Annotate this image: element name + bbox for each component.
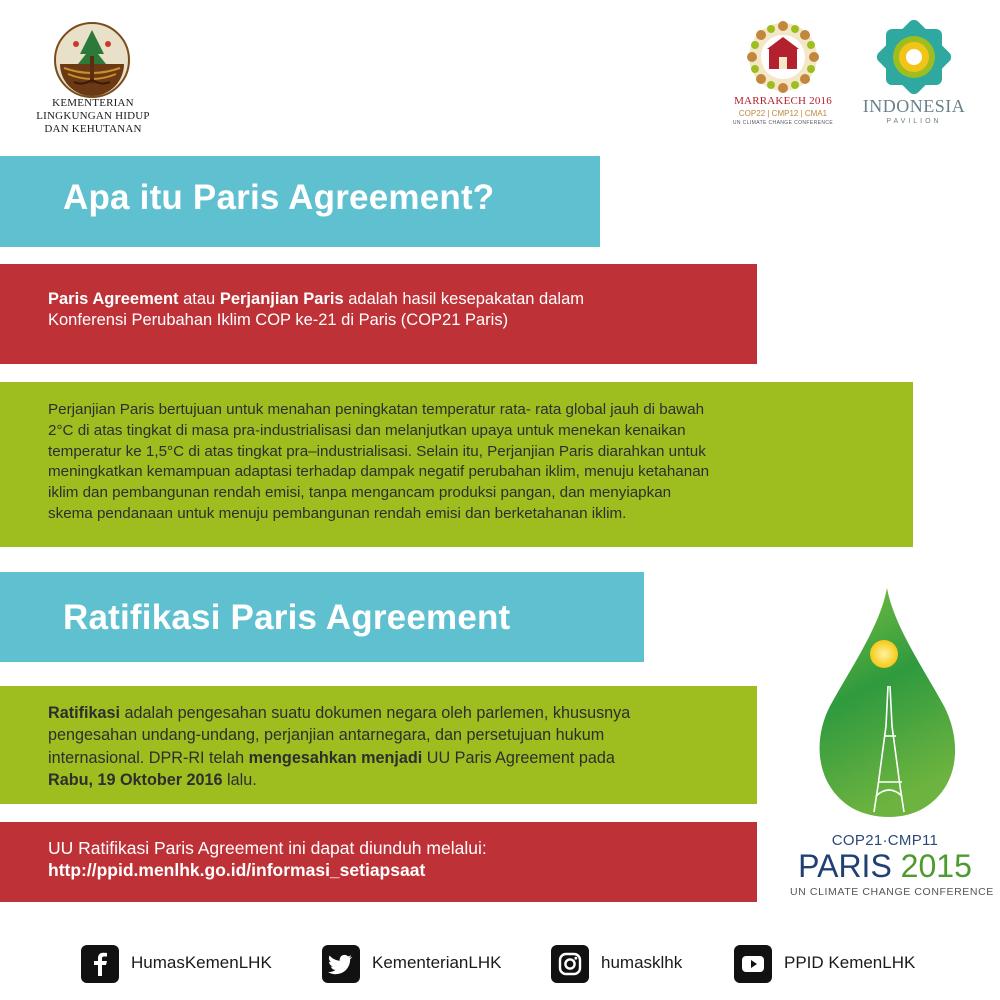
marrakech-subtitle: COP22 | CMP12 | CMA1	[738, 109, 828, 118]
instagram-icon[interactable]	[551, 945, 589, 983]
purpose-line: skema pendanaan untuk menuju pembangunan rendah emisi dan berketahanan iklim.	[48, 504, 627, 522]
intro-line-2: Konferensi Perubahan Iklim COP ke-21 di Paris (COP21 Paris)	[48, 310, 509, 329]
paris-cop-label: COP21·CMP11	[831, 832, 939, 849]
purpose-band	[0, 382, 913, 547]
twitter-icon[interactable]	[322, 945, 360, 983]
ministry-name-line: LINGKUNGAN HIDUP	[36, 110, 150, 122]
intro-text-2: adalah hasil kesepakatan dalam	[343, 290, 584, 308]
paris-city: PARIS	[798, 848, 892, 884]
section1-heading-band	[0, 156, 600, 247]
marrakech-title: MARRAKECH 2016	[734, 95, 832, 107]
section2-heading-band	[0, 572, 644, 662]
facebook-icon[interactable]	[81, 945, 119, 983]
ratifikasi-line-2: pengesahan undang-undang, perjanjian antarnegara, dan persetujuan hukum	[48, 726, 605, 745]
purpose-line: 2°C di atas tingkat di masa pra-industrialisasi dan melanjutkan upaya untuk menekan kenaikan	[48, 421, 686, 439]
ratifikasi-text	[48, 702, 630, 791]
ministry-name-line: KEMENTERIAN	[52, 97, 134, 109]
facebook-handle[interactable]: HumasKemenLHK	[131, 953, 272, 972]
indonesia-subtitle: PAVILION	[886, 118, 942, 125]
paris-year: 2015	[900, 848, 972, 884]
intro-band	[0, 264, 757, 364]
ratifikasi-band	[0, 686, 757, 804]
paris-wordmark	[790, 848, 980, 885]
youtube-icon[interactable]	[734, 945, 772, 983]
purpose-text	[48, 400, 709, 525]
indonesia-pavilion-icon	[876, 20, 952, 94]
ratifikasi-date: Rabu, 19 Oktober 2016	[48, 770, 223, 789]
instagram-handle[interactable]: humasklhk	[601, 953, 683, 972]
purpose-line: iklim dan pembangunan rendah emisi, tanpa mengancam produksi pangan, dan menyiapkan	[48, 484, 672, 502]
intro-term-1: Paris Agreement	[48, 290, 179, 308]
section1-heading: Apa itu Paris Agreement?	[63, 178, 495, 217]
section2-heading: Ratifikasi Paris Agreement	[63, 598, 511, 637]
marrakech-emblem-icon	[736, 20, 830, 94]
ratifikasi-emphasis: mengesahkan menjadi	[248, 748, 423, 767]
download-caption: UU Ratifikasi Paris Agreement ini dapat diunduh melalui:	[48, 838, 487, 858]
intro-text	[48, 289, 584, 330]
download-text	[48, 837, 487, 881]
download-band	[0, 822, 757, 902]
marrakech-tagline: UN CLIMATE CHANGE CONFERENCE	[732, 120, 834, 126]
ministry-emblem-icon	[52, 20, 132, 100]
intro-text-1: atau	[178, 290, 220, 308]
paris-subtitle: UN CLIMATE CHANGE CONFERENCE	[790, 886, 994, 898]
purpose-line: temperatur ke 1,5°C di atas tingkat pra–industrialisasi. Selain itu, Perjanjian Paris diarahkan untuk	[48, 442, 706, 460]
purpose-line: Perjanjian Paris bertujuan untuk menahan peningkatan temperatur rata- rata global jauh di bawah	[48, 401, 705, 418]
ratifikasi-line-4: lalu.	[222, 770, 257, 789]
ratifikasi-def: adalah pengesahan suatu dokumen negara oleh parlemen, khususnya	[119, 704, 631, 722]
paris-leaf-icon	[812, 586, 962, 818]
ratifikasi-line-3b: UU Paris Agreement pada	[422, 748, 615, 767]
ministry-name-line: DAN KEHUTANAN	[44, 123, 142, 135]
purpose-line: meningkatkan kemampuan adaptasi terhadap dampak negatif perubahan iklim, menuju ketahanan	[48, 463, 710, 481]
indonesia-title: INDONESIA	[862, 96, 966, 116]
twitter-handle[interactable]: KementerianLHK	[372, 953, 502, 972]
download-link[interactable]: http://ppid.menlhk.go.id/informasi_setiapsaat	[48, 860, 426, 880]
intro-term-2: Perjanjian Paris	[219, 290, 344, 308]
youtube-handle[interactable]: PPID KemenLHK	[784, 953, 916, 972]
ratifikasi-term: Ratifikasi	[48, 704, 120, 722]
ratifikasi-line-3a: internasional. DPR-RI telah	[48, 748, 249, 767]
ministry-name	[20, 97, 166, 136]
